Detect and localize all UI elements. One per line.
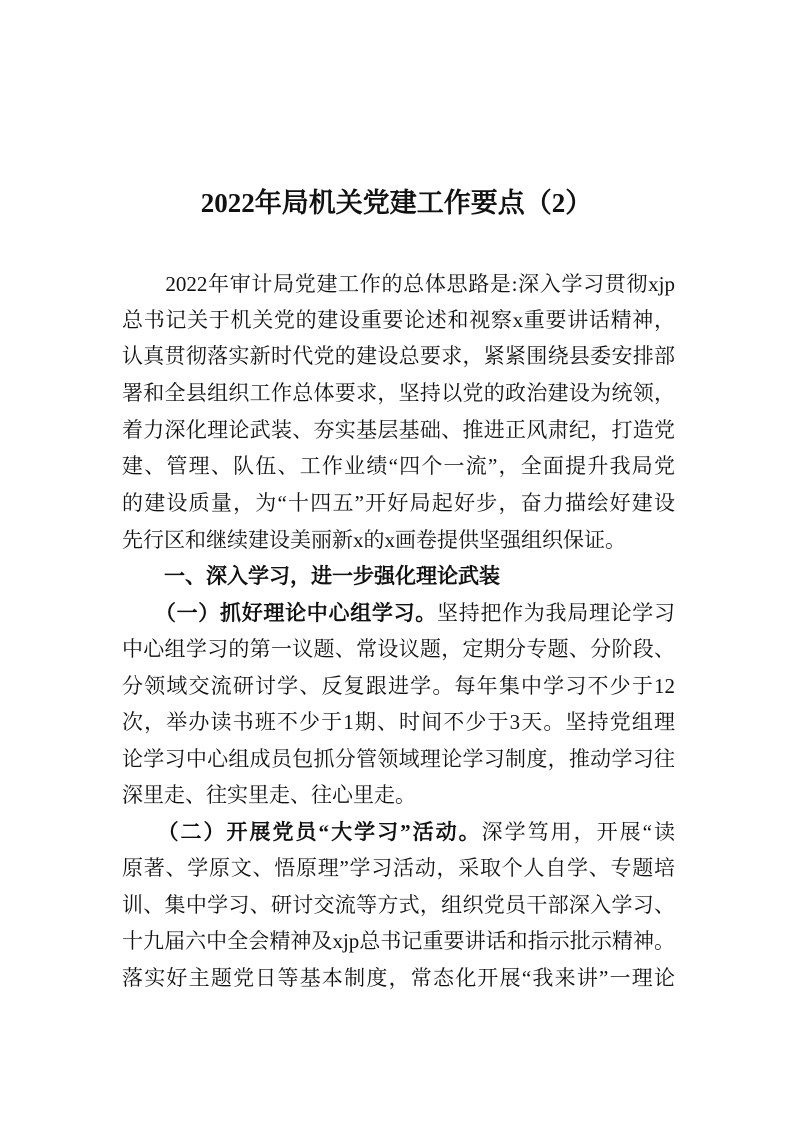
line-text: 论学习中心组成员包抓分管领域理论学习制度，推动学习往: [122, 747, 675, 771]
text-line: [122, 490, 675, 516]
text-line: [122, 746, 675, 772]
text-line: [122, 271, 675, 297]
line-text: 深学笃用，开展“读: [481, 820, 676, 844]
line-text: 2022年审计局党建工作的总体思路是:深入学习贯彻xjp: [122, 272, 675, 296]
line-text: 落实好主题党日等基本制度，常态化开展“我来讲”一理论: [122, 966, 675, 990]
line-text: 训、集中学习、研讨交流等方式，组织党员干部深入学习、: [122, 893, 675, 917]
line-text: 中心组学习的第一议题、常设议题，定期分专题、分阶段、: [122, 637, 675, 661]
text-line: [122, 673, 675, 699]
text-line: [122, 819, 675, 845]
bold-lead: 一、深入学习，进一步强化理论武装: [122, 564, 500, 588]
line-text: 建、管理、队伍、工作业绩“四个一流”，全面提升我局党: [122, 454, 675, 478]
text-line: [122, 307, 675, 333]
text-line: [122, 965, 675, 991]
line-text: 总书记关于机关党的建设重要论述和视察x重要讲话精神，: [122, 308, 675, 332]
document-title: 2022年局机关党建工作要点（2）: [200, 188, 593, 218]
line-text: 认真贯彻落实新时代党的建设总要求，紧紧围绕县委安排部: [122, 344, 675, 368]
line-text: 分领域交流研讨学、反复跟进学。每年集中学习不少于12: [122, 674, 675, 698]
text-line: [122, 380, 675, 406]
text-line: [122, 636, 675, 662]
line-text: 的建设质量，为“十四五”开好局起好步，奋力描绘好建设: [122, 491, 675, 515]
bold-lead: （二）开展党员“大学习”活动。: [122, 820, 482, 844]
text-line: [122, 928, 675, 954]
text-line: [122, 855, 675, 881]
text-line: [122, 453, 675, 479]
text-line: [122, 343, 675, 369]
line-text: 先行区和继续建设美丽新x的x画卷提供坚强组织保证。: [122, 528, 626, 552]
line-text: 坚持把作为我局理论学习: [437, 601, 675, 625]
text-line: [122, 709, 675, 735]
line-text: 着力深化理论武装、夯实基层基础、推进正风肃纪，打造党: [122, 418, 675, 442]
line-text: 署和全县组织工作总体要求，坚持以党的政治建设为统领，: [122, 381, 675, 405]
line-text: 原著、学原文、悟原理”学习活动，采取个人自学、专题培: [122, 856, 675, 880]
text-line: [122, 782, 675, 808]
bold-lead: （一）抓好理论中心组学习。: [122, 601, 437, 625]
text-line: [122, 527, 675, 553]
text-line: [122, 417, 675, 443]
line-text: 次，举办读书班不少于1期、时间不少于3天。坚持党组理: [122, 710, 675, 734]
text-line: [122, 600, 675, 626]
line-text: 深里走、往实里走、往心里走。: [122, 783, 416, 807]
section-heading: [122, 563, 675, 589]
text-line: [122, 892, 675, 918]
line-text: 十九届六中全会精神及xjp总书记重要讲话和指示批示精神。: [122, 929, 675, 953]
